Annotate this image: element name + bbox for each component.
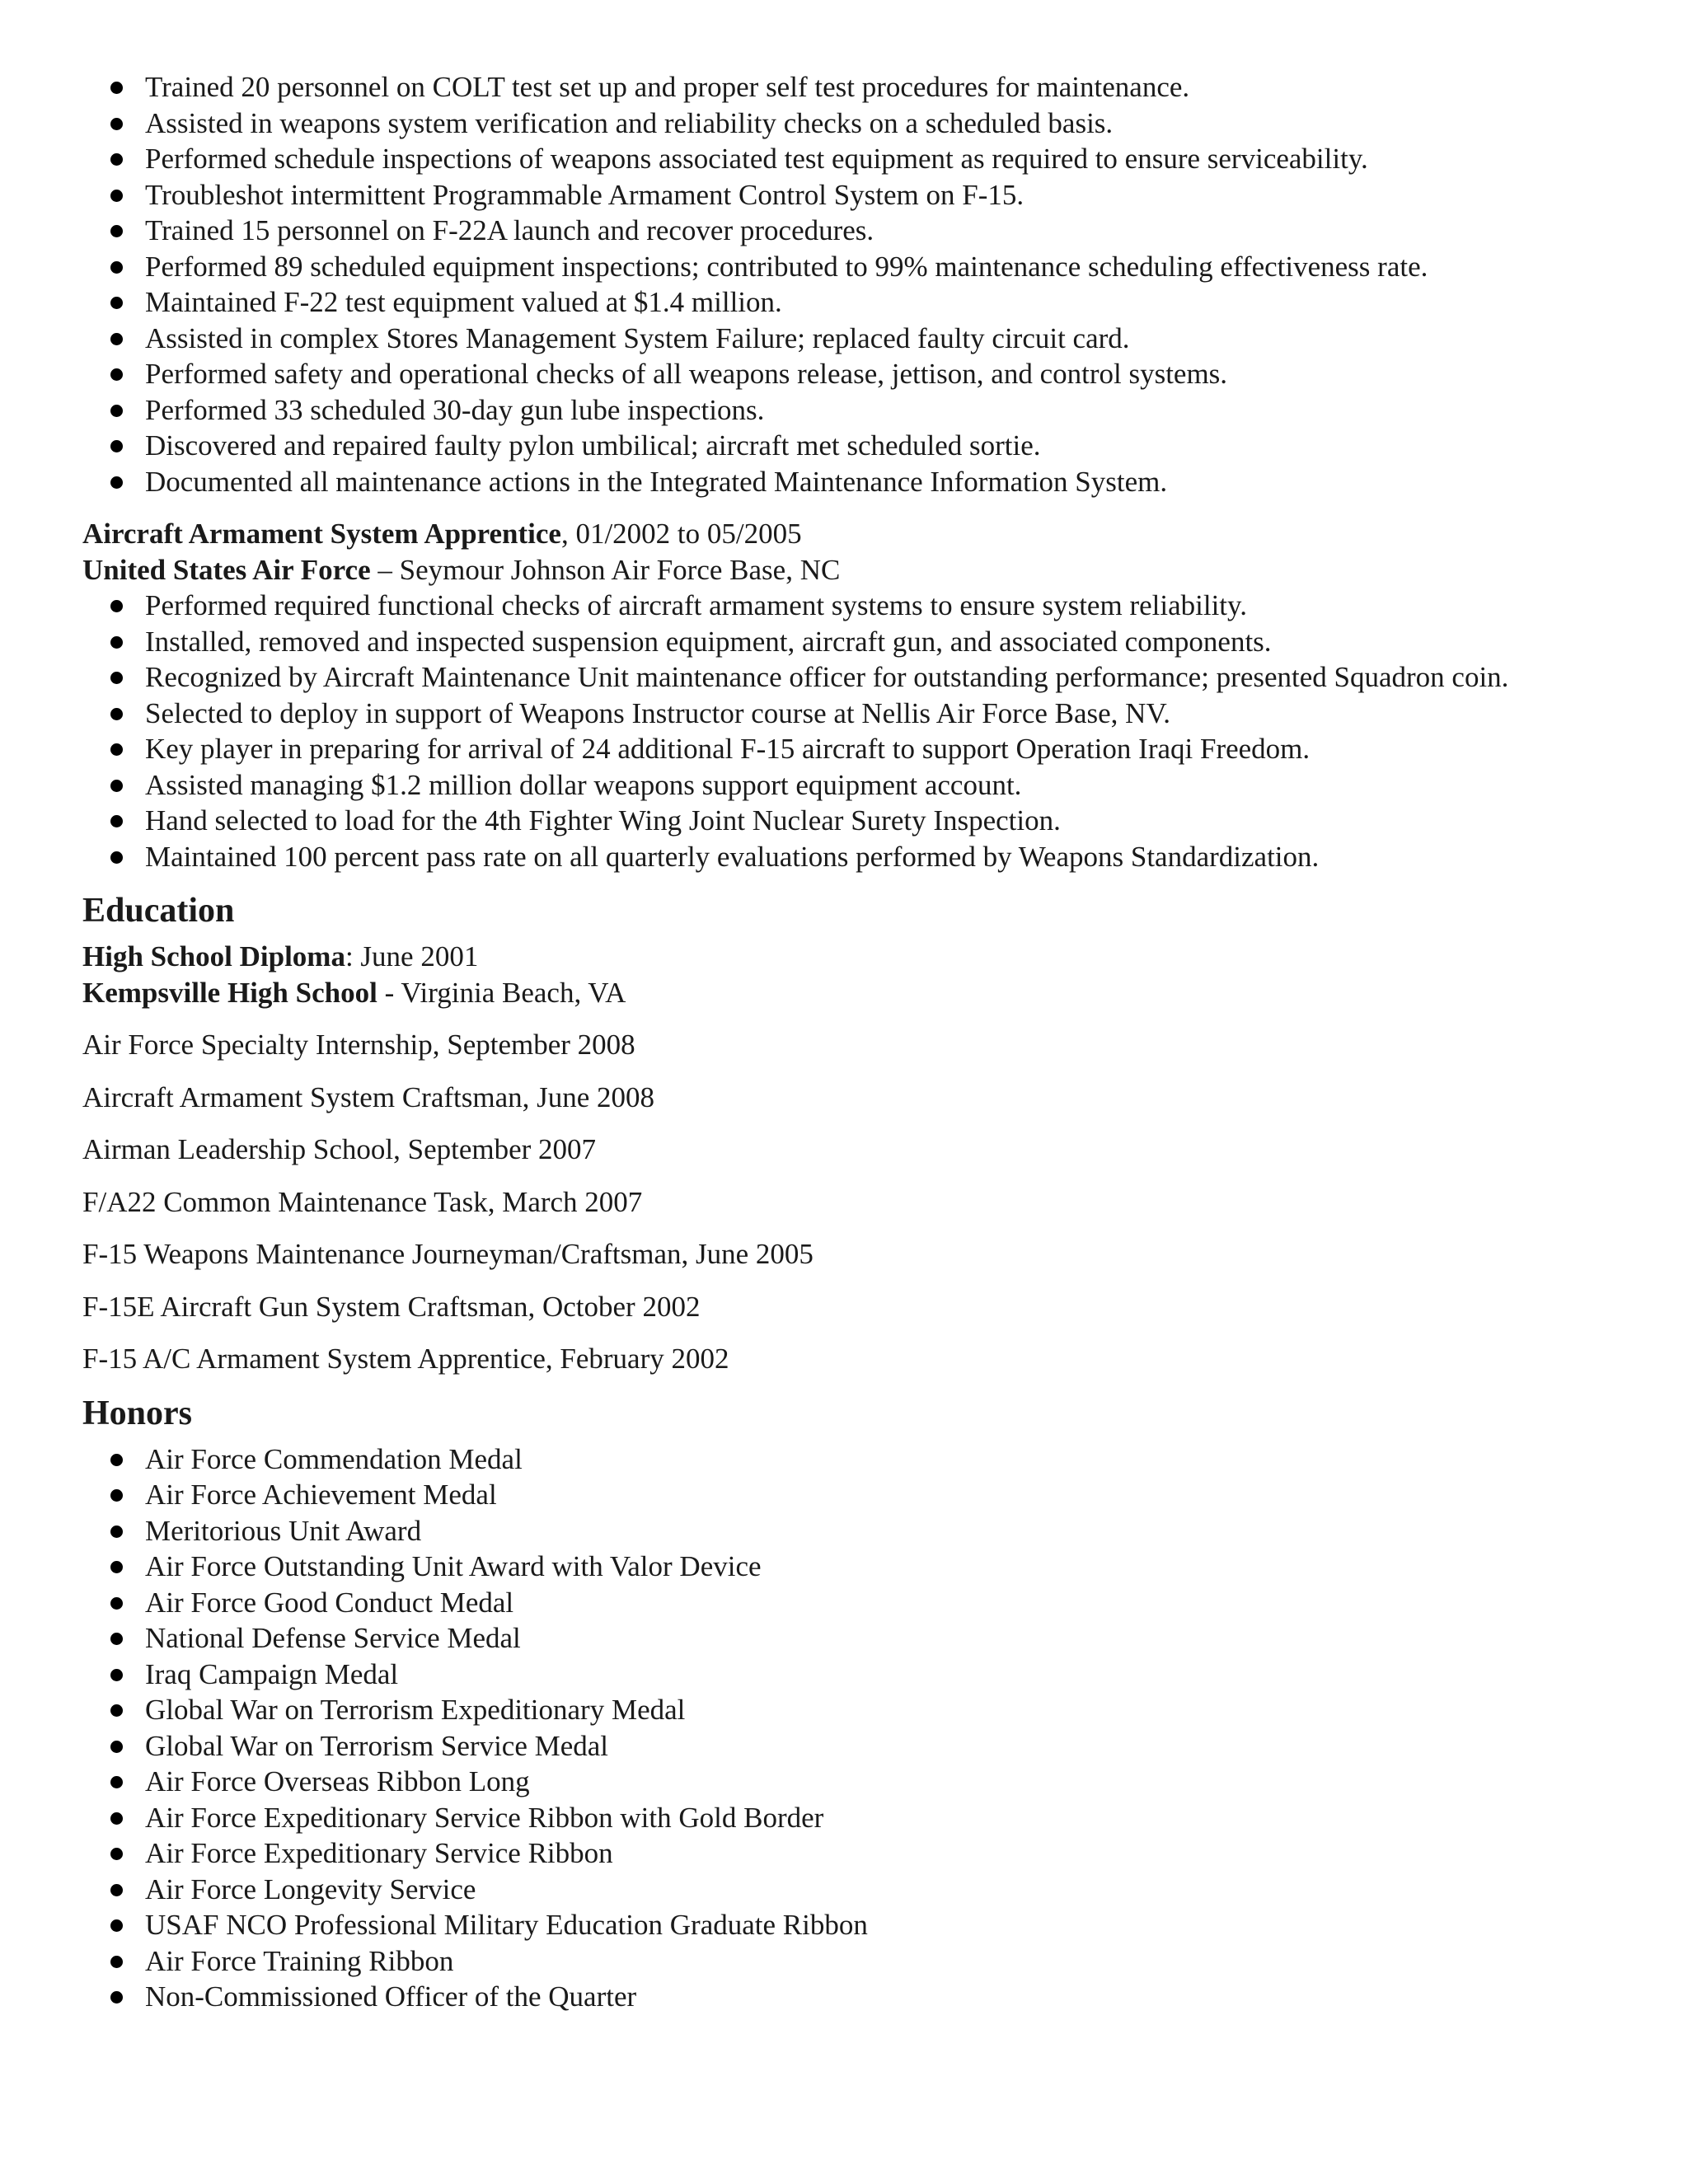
school-name: Kempsville High School bbox=[82, 976, 377, 1009]
list-item: Maintained 100 percent pass rate on all quarterly evaluations performed by Weapons Standardization. bbox=[82, 839, 1599, 875]
education-entry bbox=[82, 939, 1599, 1010]
list-item: Troubleshot intermittent Programmable Armament Control System on F-15. bbox=[82, 177, 1599, 213]
list-item: Recognized by Aircraft Maintenance Unit maintenance officer for outstanding performance; presented Squadron coin. bbox=[82, 659, 1599, 696]
certification-item: F/A22 Common Maintenance Task, March 2007 bbox=[82, 1185, 643, 1218]
list-item: Assisted in complex Stores Management System Failure; replaced faulty circuit card. bbox=[82, 321, 1599, 357]
certification-item: F-15 A/C Armament System Apprentice, February 2002 bbox=[82, 1343, 729, 1375]
list-item: Performed required functional checks of aircraft armament systems to ensure system reliability. bbox=[82, 588, 1599, 624]
list-item: Performed 89 scheduled equipment inspections; contributed to 99% maintenance scheduling effectiveness rate. bbox=[82, 249, 1599, 285]
resume-page bbox=[82, 69, 1599, 2015]
list-item: Key player in preparing for arrival of 24 additional F-15 aircraft to support Operation Iraqi Freedom. bbox=[82, 731, 1599, 767]
list-item: Performed schedule inspections of weapons associated test equipment as required to ensure serviceability. bbox=[82, 141, 1599, 177]
job-entry bbox=[82, 516, 1599, 874]
list-item: Air Force Achievement Medal bbox=[82, 1477, 1599, 1513]
list-item: Iraq Campaign Medal bbox=[82, 1657, 1599, 1693]
list-item: Selected to deploy in support of Weapons Instructor course at Nellis Air Force Base, NV. bbox=[82, 696, 1599, 732]
honors-heading: Honors bbox=[82, 1394, 193, 1432]
list-item: Air Force Good Conduct Medal bbox=[82, 1585, 1599, 1621]
job-bullet-list bbox=[82, 588, 1599, 874]
job-title: Aircraft Armament System Apprentice bbox=[82, 518, 561, 550]
list-item: Air Force Overseas Ribbon Long bbox=[82, 1764, 1599, 1800]
honors-list bbox=[82, 1441, 1599, 2015]
list-item: Air Force Longevity Service bbox=[82, 1872, 1599, 1908]
job-location: – Seymour Johnson Air Force Base, NC bbox=[370, 553, 841, 586]
job-employer: United States Air Force bbox=[82, 553, 371, 586]
list-item: Air Force Commendation Medal bbox=[82, 1441, 1599, 1478]
list-item: Hand selected to load for the 4th Fighter Wing Joint Nuclear Surety Inspection. bbox=[82, 803, 1599, 839]
list-item: Meritorious Unit Award bbox=[82, 1513, 1599, 1549]
education-heading: Education bbox=[82, 892, 235, 930]
certification-item: F-15 Weapons Maintenance Journeyman/Craftsman, June 2005 bbox=[82, 1238, 814, 1270]
list-item: Assisted in weapons system verification and reliability checks on a scheduled basis. bbox=[82, 105, 1599, 142]
list-item: Performed safety and operational checks of all weapons release, jettison, and control systems. bbox=[82, 356, 1599, 392]
list-item: Global War on Terrorism Expeditionary Medal bbox=[82, 1692, 1599, 1728]
certification-item: Airman Leadership School, September 2007 bbox=[82, 1133, 597, 1165]
list-item: Non-Commissioned Officer of the Quarter bbox=[82, 1979, 1599, 2015]
list-item: Performed 33 scheduled 30-day gun lube inspections. bbox=[82, 392, 1599, 429]
list-item: Air Force Training Ribbon bbox=[82, 1943, 1599, 1980]
list-item: USAF NCO Professional Military Education Graduate Ribbon bbox=[82, 1907, 1599, 1943]
certification-item: F-15E Aircraft Gun System Craftsman, October 2002 bbox=[82, 1290, 701, 1323]
school-location: - Virginia Beach, VA bbox=[377, 976, 626, 1009]
list-item: Trained 20 personnel on COLT test set up and proper self test procedures for maintenance. bbox=[82, 69, 1599, 105]
degree-line bbox=[82, 939, 1599, 975]
job-company-line bbox=[82, 552, 1599, 588]
list-item: Maintained F-22 test equipment valued at $1.4 million. bbox=[82, 284, 1599, 321]
list-item: Assisted managing $1.2 million dollar weapons support equipment account. bbox=[82, 767, 1599, 804]
list-item: Discovered and repaired faulty pylon umbilical; aircraft met scheduled sortie. bbox=[82, 428, 1599, 464]
list-item: Global War on Terrorism Service Medal bbox=[82, 1728, 1599, 1765]
degree-date: : June 2001 bbox=[345, 940, 479, 972]
list-item: Documented all maintenance actions in the Integrated Maintenance Information System. bbox=[82, 464, 1599, 500]
list-item: Trained 15 personnel on F-22A launch and recover procedures. bbox=[82, 213, 1599, 249]
list-item: National Defense Service Medal bbox=[82, 1620, 1599, 1657]
certification-item: Air Force Specialty Internship, September 2008 bbox=[82, 1029, 635, 1061]
certification-item: Aircraft Armament System Craftsman, June 2008 bbox=[82, 1080, 655, 1113]
job-title-line bbox=[82, 516, 1599, 552]
list-item: Air Force Expeditionary Service Ribbon bbox=[82, 1835, 1599, 1872]
experience-bullet-list bbox=[82, 69, 1599, 499]
job-dates: , 01/2002 to 05/2005 bbox=[560, 518, 802, 550]
school-line bbox=[82, 975, 1599, 1011]
list-item: Air Force Outstanding Unit Award with Valor Device bbox=[82, 1549, 1599, 1585]
list-item: Air Force Expeditionary Service Ribbon with Gold Border bbox=[82, 1800, 1599, 1836]
degree-name: High School Diploma bbox=[82, 940, 345, 972]
list-item: Installed, removed and inspected suspension equipment, aircraft gun, and associated components. bbox=[82, 624, 1599, 660]
